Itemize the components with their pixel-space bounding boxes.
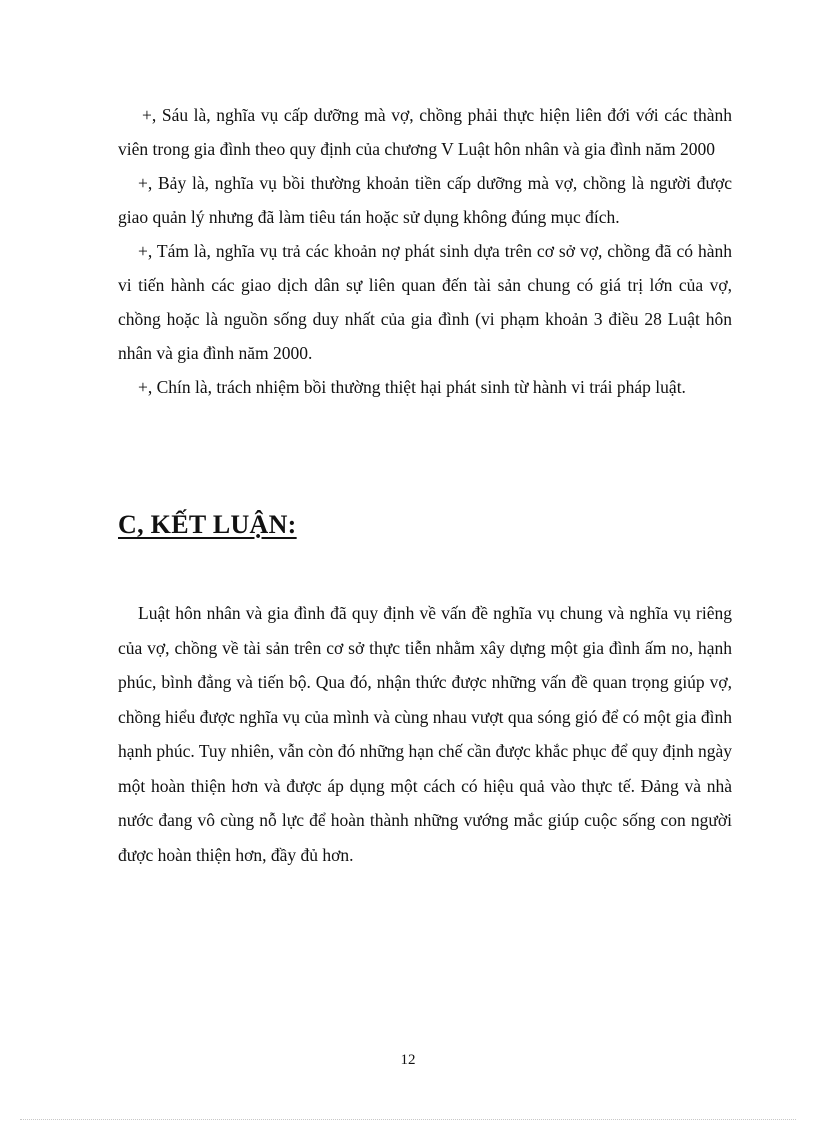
list-item-obligation-8: +, Tám là, nghĩa vụ trả các khoản nợ phát sinh dựa trên cơ sở vợ, chồng đã có hành vi tiến hành các giao dịch dân sự liên quan đến tài sản chung có giá trị lớn của vợ, chồng hoặc là nguồn sống duy nhất của gia đình (vi phạm khoản 3 điều 28 Luật hôn nhân và gia đình năm 2000.: [118, 241, 732, 363]
section-heading-conclusion: C, KẾT LUẬN:: [118, 510, 297, 539]
list-item-obligation-7: +, Bảy là, nghĩa vụ bồi thường khoản tiền cấp dưỡng mà vợ, chồng là người được giao quản lý nhưng đã làm tiêu tán hoặc sử dụng không đúng mục đích.: [118, 173, 732, 227]
obligations-list: [118, 98, 732, 404]
page-number: 12: [400, 1052, 416, 1068]
page-bottom-border: [20, 1119, 796, 1120]
conclusion-paragraph: Luật hôn nhân và gia đình đã quy định về vấn đề nghĩa vụ chung và nghĩa vụ riêng của vợ, chồng về tài sản trên cơ sở thực tiễn nhằm xây dựng một gia đình ấm no, hạnh phúc, bình đẳng và tiến bộ. Qua đó, nhận thức được những vấn đề quan trọng giúp vợ, chồng hiểu được nghĩa vụ của mình và cùng nhau vượt qua sóng gió để có một gia đình hạnh phúc. Tuy nhiên, vẫn còn đó những hạn chế cần được khắc phục để quy định ngày một hoàn thiện hơn và được áp dụng một cách có hiệu quả vào thực tế. Đảng và nhà nước đang vô cùng nỗ lực để hoàn thành những vướng mắc giúp cuộc sống con người được hoàn thiện hơn, đầy đủ hơn.: [118, 603, 732, 865]
list-item-obligation-6: +, Sáu là, nghĩa vụ cấp dưỡng mà vợ, chồng phải thực hiện liên đới với các thành viên trong gia đình theo quy định của chương V Luật hôn nhân và gia đình năm 2000: [118, 105, 732, 159]
list-item-obligation-9: +, Chín là, trách nhiệm bồi thường thiệt hại phát sinh từ hành vi trái pháp luật.: [138, 377, 686, 397]
